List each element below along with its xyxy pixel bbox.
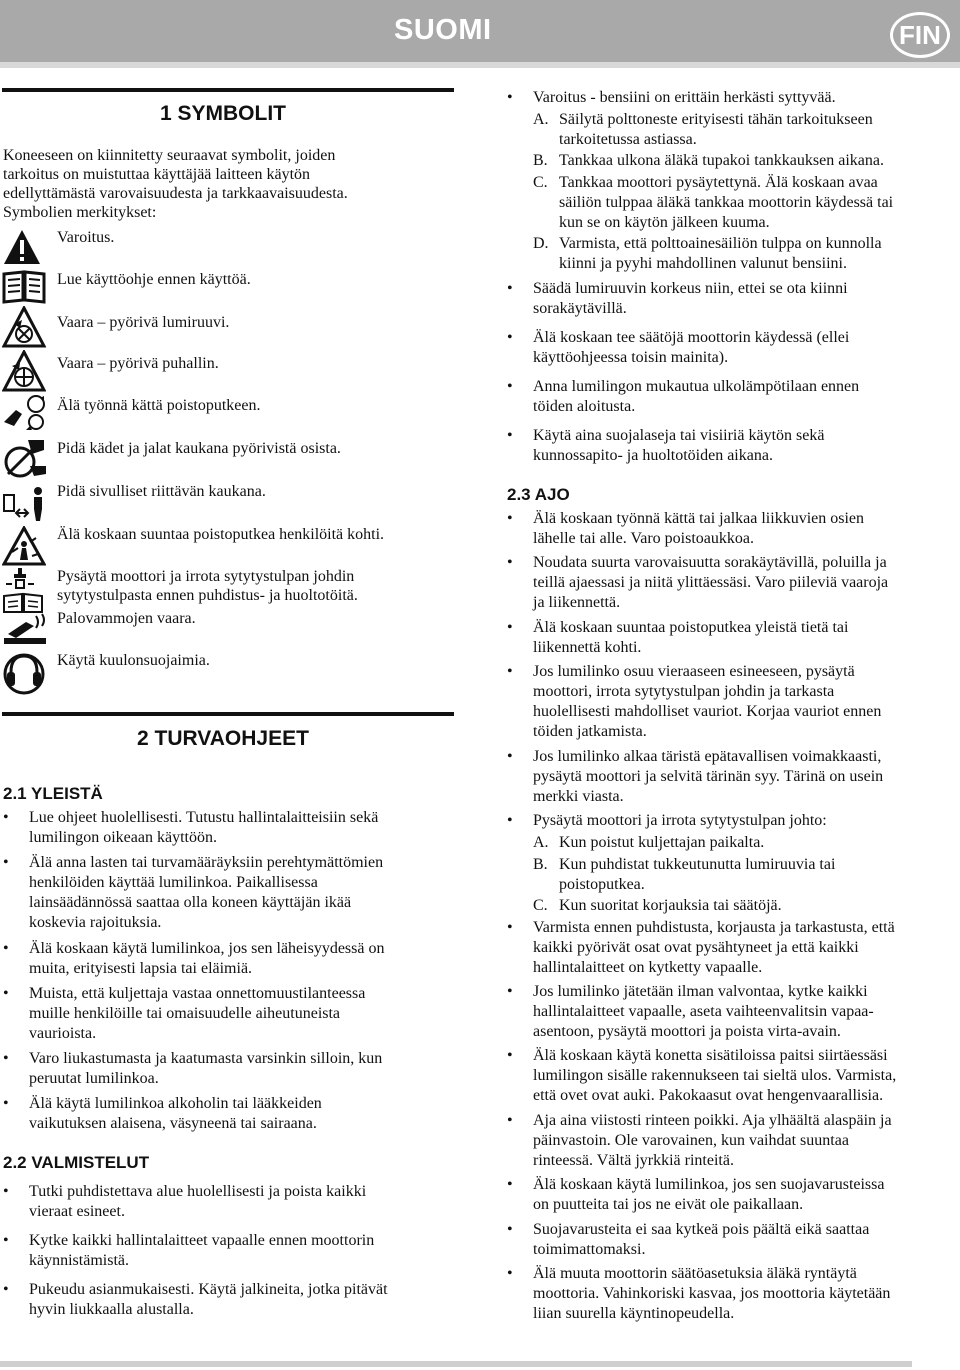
symbol-hands-feet-text: Pidä kädet ja jalat kaukana pyörivistä osista.	[57, 440, 341, 457]
section-title-symbols: 1 SYMBOLIT	[160, 102, 287, 125]
rotating-impeller-icon	[2, 350, 46, 392]
list-item-line: vaikutuksen alaisena, väsyneenä tai sairaana.	[29, 1115, 317, 1132]
list-item-line: on puutteita tai jos ne eivät ole paikallaan.	[533, 1196, 804, 1213]
list-item: • Jos lumilinko alkaa täristä epätavallisen voimakkaasti, pysäytä moottori ja selvitä tärinän syy. Tärinä on usein merkki viasta.	[533, 747, 958, 807]
hand-foot-rotating-parts-icon	[2, 436, 48, 480]
header-bar	[0, 0, 960, 68]
list-item: • Muista, että kuljettaja vastaa onnettomuustilanteessa muille henkilöille tai omaisuudelle aiheutuneista vaurioista.	[29, 984, 454, 1044]
list-item-line: käynnistämistä.	[29, 1252, 129, 1269]
list-item-line: Varmista ennen puhdistusta, korjausta ja tarkastusta, että	[533, 919, 895, 936]
step-label: A.	[533, 111, 549, 128]
list-item: • Käytä aina suojalaseja tai visiiriä käytön sekä kunnossapito- ja huoltotöiden aikana.	[533, 426, 958, 466]
list-item: • Varo liukastumasta ja kaatumasta varsinkin silloin, kun peruutat lumilinkoa.	[29, 1049, 454, 1089]
step-label: C.	[533, 174, 548, 191]
list-item-line: töiden aloitusta.	[533, 398, 636, 415]
list-item: • Pysäytä moottori ja irrota sytytystulpan johto:	[533, 811, 958, 831]
list-item-line: Kytke kaikki hallintalaitteet vapaalle ennen moottorin	[29, 1232, 375, 1249]
step-line: Kun poistut kuljettajan paikalta.	[559, 834, 765, 851]
ear-protection-icon	[2, 650, 46, 696]
list-item-line: sorakäytävillä.	[533, 300, 627, 317]
list-item-line: Älä koskaan tee säätöjä moottorin käydessä (ellei	[533, 329, 850, 346]
subsection-title-general: 2.1 YLEISTÄ	[3, 784, 103, 803]
hot-surface-icon	[2, 612, 48, 648]
list-item-line: Älä koskaan käytä konetta sisätiloissa paitsi siirtäessäsi	[533, 1047, 888, 1064]
rotating-auger-icon	[2, 306, 46, 348]
fuel-step	[533, 234, 958, 274]
list-item-line: että ovet ovat auki. Pakokaasut ovat hengenvaarallisia.	[533, 1087, 884, 1104]
list-item-line: peruutat lumilinkoa.	[29, 1070, 159, 1087]
list-item: • Aja aina viistosti rinteen poikki. Aja ylhäältä alaspäin ja päinvastoin. Ole varovainen, kun vaihdat suuntaa rinteessä. Vältä jyrkkiä rinteitä.	[533, 1111, 958, 1171]
list-item-line: vaurioista.	[29, 1025, 97, 1042]
list-item-line: Älä anna lasten tai turvamääräyksiin perehtymättömien	[29, 854, 384, 871]
symbol-manual-text: Lue käyttöohje ennen käyttöä.	[57, 271, 251, 288]
symbol-text-line: sytytystulpasta ennen puhdistus- ja huoltotöitä.	[57, 587, 358, 604]
step-label: B.	[533, 856, 548, 873]
stop-step	[533, 855, 958, 895]
list-item-line: liian suurella käyntinopeudella.	[533, 1305, 735, 1322]
list-item-line: Tutki puhdistettava alue huolellisesti ja poista kaikki	[29, 1183, 367, 1200]
list-item-line: ja liikennettä.	[533, 594, 621, 611]
warning-triangle-icon	[2, 228, 42, 266]
list-item: • Lue ohjeet huolellisesti. Tutustu hallintalaitteisiin sekä lumilingon oikeaan käyttöön.	[29, 808, 454, 848]
symbol-warning-text: Varoitus.	[57, 229, 115, 246]
list-item-line: asentoon, pysäytä moottori ja poista virta-avain.	[533, 1023, 841, 1040]
list-item-line: Älä koskaan käytä lumilinkoa, jos sen suojavarusteissa	[533, 1176, 885, 1193]
list-item-line: hallintalaitteet on kytketty vapaalle.	[533, 959, 763, 976]
step-line: säiliön tulppaa äläkä tankkaa moottorin käydessä tai	[559, 194, 894, 211]
list-item-line: Pukeudu asianmukaisesti. Käytä jalkineita, jotka pitävät	[29, 1281, 388, 1298]
list-item-line: hyvin liukkaalla alustalla.	[29, 1301, 194, 1318]
list-item-line: liikennettä kohti.	[533, 639, 642, 656]
list-item-line: muita, erityisesti lapsia tai eläimiä.	[29, 960, 253, 977]
list-item-line: Varoitus - bensiini on erittäin herkästi syttyvää.	[533, 89, 836, 106]
step-label: B.	[533, 152, 548, 169]
list-item: • Kytke kaikki hallintalaitteet vapaalle ennen moottorin käynnistämistä.	[29, 1231, 454, 1271]
step-line: tarkoitetussa astiassa.	[559, 131, 697, 148]
list-item: • Älä koskaan työnnä kättä tai jalkaa liikkuvien osien lähelle tai alle. Varo poistoaukkoa.	[533, 509, 958, 549]
list-item-line: vieraat esineet.	[29, 1203, 125, 1220]
list-item-line: merkki viasta.	[533, 788, 624, 805]
step-line: kun se on käytön jälkeen kuuma.	[559, 214, 770, 231]
list-item: • Säädä lumiruuvin korkeus niin, ettei se ota kiinni sorakäytävillä.	[533, 279, 958, 319]
list-item: • Varmista ennen puhdistusta, korjausta ja tarkastusta, että kaikki pyörivät osat ovat pysähtyneet ja että kaikki hallintalaitteet on kytketty vapaalle.	[533, 918, 958, 978]
subsection-title-driving: 2.3 AJO	[507, 485, 570, 504]
symbol-thrown-objects-text: Älä koskaan suuntaa poistoputkea henkilöitä kohti.	[57, 526, 385, 543]
list-item-line: Jos lumilinko osuu vieraaseen esineeseen, pysäytä	[533, 663, 855, 680]
list-item-line: kunnossapito- ja huoltotöiden aikana.	[533, 447, 773, 464]
list-item: • Jos lumilinko osuu vieraaseen esineeseen, pysäytä moottori, irrota sytytystulpan johdin ja tarkasta huolellisesti mahdolliset vauriot. Korjaa vauriot ennen töiden jatkamista.	[533, 662, 958, 742]
step-line: Kun puhdistat tukkeutunutta lumiruuvia tai	[559, 856, 836, 873]
list-item: • Suojavarusteita ei saa kytkeä pois päältä eikä saattaa toimimattomaksi.	[533, 1220, 958, 1260]
list-item-line: Pysäytä moottori ja irrota sytytystulpan johto:	[533, 812, 827, 829]
list-item-line: Älä koskaan työnnä kättä tai jalkaa liikkuvien osien	[533, 510, 865, 527]
step-label: C.	[533, 897, 548, 914]
list-item: • Älä muuta moottorin säätöasetuksia äläkä ryntäytä moottoria. Vahinkoriski kasvaa, jos moottoria käytetään liian suurella käyntinopeudella.	[533, 1264, 958, 1324]
spark-plug-manual-icon	[2, 566, 46, 614]
list-item-line: pysäytä moottori ja selvitä tärinän syy. Tärinä on usein	[533, 768, 884, 785]
list-item: • Jos lumilinko jätetään ilman valvontaa, kytke kaikki hallintalaitteet vapaalle, aseta vaihteenvalitsin vapaa- asentoon, pysäytä moottori ja poista virta-avain.	[533, 982, 958, 1042]
list-item-line: Älä koskaan käytä lumilinkoa, jos sen läheisyydessä on	[29, 940, 385, 957]
step-line: Tankkaa ulkona äläkä tupakoi tankkauksen aikana.	[559, 152, 884, 169]
symbol-spark-plug-text	[57, 567, 358, 605]
list-item-line: moottoria. Vahinkoriski kasvaa, jos moottoria käytetään	[533, 1285, 891, 1302]
list-item-line: Muista, että kuljettaja vastaa onnettomuustilanteessa	[29, 985, 366, 1002]
language-badge: FIN	[890, 12, 950, 58]
list-item: • Anna lumilingon mukautua ulkolämpötilaan ennen töiden aloitusta.	[533, 377, 958, 417]
list-item-line: henkilöiden käyttää lumilinkoa. Paikallisessa	[29, 874, 318, 891]
list-item-line: hallintalaitteet vapaalle, aseta vaihteenvalitsin vapaa-	[533, 1003, 874, 1020]
step-line: Kun suoritat korjauksia tai säätöjä.	[559, 897, 782, 914]
list-item-line: Älä käytä lumilinkoa alkoholin tai lääkkeiden	[29, 1095, 322, 1112]
list-item-line: lumilingon sisälle rakennukseen tai sieltä ulos. Varmista,	[533, 1067, 897, 1084]
list-item: • Älä koskaan käytä konetta sisätiloissa paitsi siirtäessäsi lumilingon sisälle rakennukseen tai sieltä ulos. Varmista, että ovet ovat auki. Pakokaasut ovat hengenvaarallisia.	[533, 1046, 958, 1106]
symbol-text-line: Pysäytä moottori ja irrota sytytystulpan johdin	[57, 568, 355, 585]
list-item-line: Suojavarusteita ei saa kytkeä pois päältä eikä saattaa	[533, 1221, 870, 1238]
section-title-safety: 2 TURVAOHJEET	[137, 727, 309, 750]
list-item-line: Aja aina viistosti rinteen poikki. Aja ylhäältä alaspäin ja	[533, 1112, 892, 1129]
list-item-line: käyttöohjeessa toisin mainita).	[533, 349, 729, 366]
list-item-line: Lue ohjeet huolellisesti. Tutustu hallintalaitteisiin sekä	[29, 809, 379, 826]
footer-bar	[0, 1361, 912, 1367]
list-item: • Älä koskaan käytä lumilinkoa, jos sen suojavarusteissa on puutteita tai jos ne eivät ole paikallaan.	[533, 1175, 958, 1215]
list-item-line: lähelle tai alle. Varo poistoaukkoa.	[533, 530, 754, 547]
list-item: • Älä käytä lumilinkoa alkoholin tai lääkkeiden vaikutuksen alaisena, väsyneenä tai sairaana.	[29, 1094, 454, 1134]
list-item: • Älä koskaan suuntaa poistoputkea yleistä tietä tai liikennettä kohti.	[533, 618, 958, 658]
list-item-line: moottori, irrota sytytystulpan johdin ja tarkasta	[533, 683, 835, 700]
list-item-line: lumilingon oikeaan käyttöön.	[29, 829, 217, 846]
list-item-line: huolellisesti mahdolliset vauriot. Korjaa vauriot ennen	[533, 703, 882, 720]
list-item: • Älä koskaan käytä lumilinkoa, jos sen läheisyydessä on muita, erityisesti lapsia tai eläimiä.	[29, 939, 454, 979]
symbol-burn-text: Palovammojen vaara.	[57, 610, 196, 627]
list-item-line: rinteessä. Vältä jyrkkiä rinteitä.	[533, 1152, 734, 1169]
intro-line: Symbolien merkitykset:	[3, 204, 157, 221]
list-item: • Tutki puhdistettava alue huolellisesti ja poista kaikki vieraat esineet.	[29, 1182, 454, 1222]
list-item-line: Anna lumilingon mukautua ulkolämpötilaan ennen	[533, 378, 860, 395]
list-item-line: Älä muuta moottorin säätöasetuksia äläkä ryntäytä	[533, 1265, 857, 1282]
section-rule	[2, 712, 454, 716]
symbol-ear-protection-text: Käytä kuulonsuojaimia.	[57, 652, 210, 669]
list-item: • Älä koskaan tee säätöjä moottorin käydessä (ellei käyttöohjeessa toisin mainita).	[533, 328, 958, 368]
fuel-step	[533, 151, 958, 171]
thrown-objects-icon	[2, 526, 46, 566]
list-item-line: Jos lumilinko jätetään ilman valvontaa, kytke kaikki	[533, 983, 868, 1000]
list-item-line: Käytä aina suojalaseja tai visiiriä käytön sekä	[533, 427, 825, 444]
intro-line: tarkoitus on muistuttaa käyttäjää laitteen käytön	[3, 166, 311, 183]
step-label: D.	[533, 235, 549, 252]
book-icon	[2, 268, 46, 304]
list-item: • Noudata suurta varovaisuutta sorakäytävillä, poluilla ja teillä ajaessasi ja niitä ylittäessäsi. Varo piileviä vaaroja ja liikennettä.	[533, 553, 958, 613]
symbol-chute-text: Älä työnnä kättä poistoputkeen.	[57, 397, 261, 414]
intro-line: Koneeseen on kiinnitetty seuraavat symbolit, joiden	[3, 147, 336, 164]
section-rule	[2, 88, 454, 92]
stop-step	[533, 896, 958, 916]
step-line: Säilytä polttoneste erityisesti tähän tarkoitukseen	[559, 111, 873, 128]
step-line: poistoputkea.	[559, 876, 645, 893]
step-line: Tankkaa moottori pysäytettynä. Älä koskaan avaa	[559, 174, 878, 191]
fuel-step	[533, 110, 958, 150]
stop-step	[533, 833, 958, 853]
list-item-line: koskevia rajoituksia.	[29, 914, 162, 931]
step-label: A.	[533, 834, 549, 851]
symbol-bystanders-text: Pidä sivulliset riittävän kaukana.	[57, 483, 266, 500]
list-item-line: Jos lumilinko alkaa täristä epätavallisen voimakkaasti,	[533, 748, 882, 765]
symbol-auger-text: Vaara – pyörivä lumiruuvi.	[57, 314, 230, 331]
list-item-line: lainsäädännössä saattaa olla koneen käyttäjän ikää	[29, 894, 352, 911]
list-item: • Älä anna lasten tai turvamääräyksiin perehtymättömien henkilöiden käyttää lumilinkoa. Paikallisessa lainsäädännössä saattaa olla koneen käyttäjän ikää koskevia rajoituksia.	[29, 853, 454, 933]
subsection-title-preparation: 2.2 VALMISTELUT	[3, 1153, 150, 1172]
list-item-line: toimimattomaksi.	[533, 1241, 646, 1258]
list-item-line: Varo liukastumasta ja kaatumasta varsinkin silloin, kun	[29, 1050, 383, 1067]
symbols-intro	[3, 146, 348, 222]
list-item-line: muille henkilöille tai omaisuudelle aiheutuneista	[29, 1005, 341, 1022]
bystanders-distance-icon	[2, 485, 48, 523]
list-item-line: päinvastoin. Ole varovainen, kun vaihdat suuntaa	[533, 1132, 849, 1149]
list-item-line: teillä ajaessasi ja niitä ylittäessäsi. Varo piileviä vaaroja	[533, 574, 889, 591]
step-line: kiinni ja pyyhi mahdollinen valunut bensiini.	[559, 255, 847, 272]
step-line: Varmista, että polttoainesäiliön tulppa on kunnolla	[559, 235, 882, 252]
list-item-line: Noudata suurta varovaisuutta sorakäytävillä, poluilla ja	[533, 554, 887, 571]
page-language-title: SUOMI	[394, 14, 492, 46]
list-item-line: kaikki pyörivät osat ovat pysähtyneet ja että kaikki	[533, 939, 859, 956]
list-item: • Pukeudu asianmukaisesti. Käytä jalkineita, jotka pitävät hyvin liukkaalla alustalla.	[29, 1280, 454, 1320]
list-item-line: Älä koskaan suuntaa poistoputkea yleistä tietä tai	[533, 619, 849, 636]
symbol-impeller-text: Vaara – pyörivä puhallin.	[57, 355, 219, 372]
list-item-line: Säädä lumiruuvin korkeus niin, ettei se ota kiinni	[533, 280, 848, 297]
list-item-line: töiden jatkamista.	[533, 723, 647, 740]
list-item: • Varoitus - bensiini on erittäin herkästi syttyvää.	[533, 88, 958, 108]
intro-line: edellyttämästä varovaisuudesta ja tarkkaavaisuudesta.	[3, 185, 348, 202]
fuel-step	[533, 173, 958, 233]
no-hand-in-chute-icon	[0, 392, 48, 432]
